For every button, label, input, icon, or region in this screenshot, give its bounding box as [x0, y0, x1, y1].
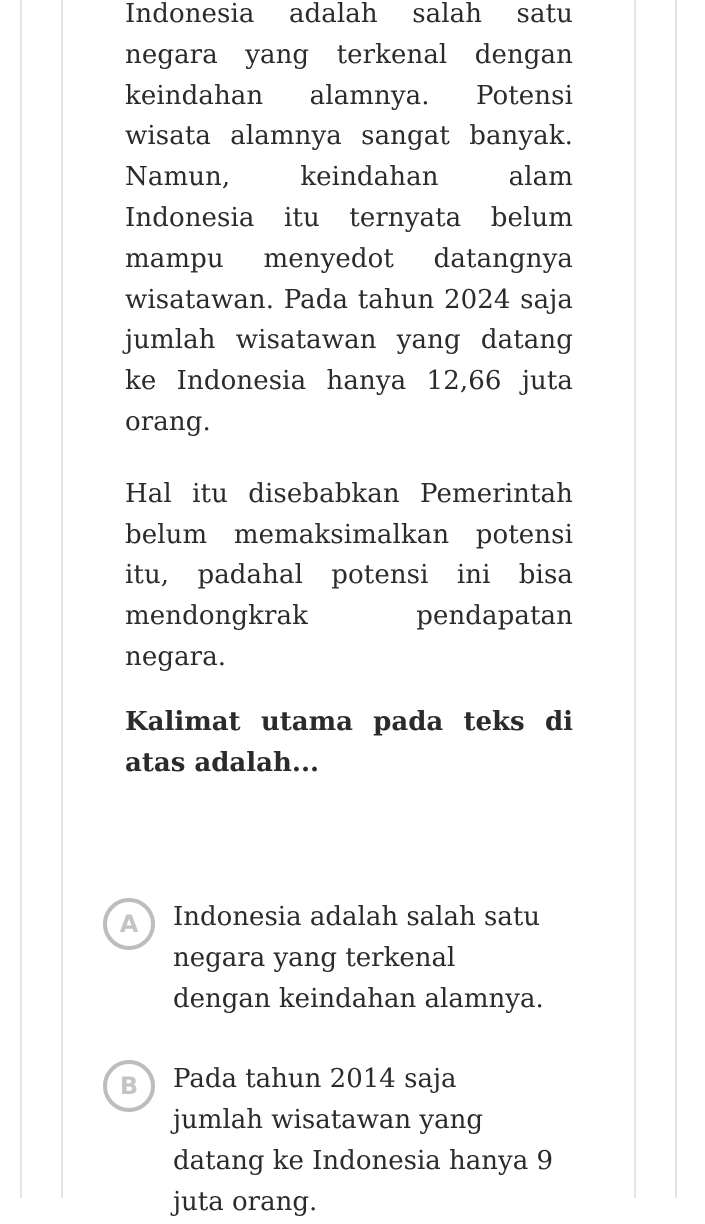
passage-paragraph-2: Hal itu disebabkan Pemerintah belum memaksimalkan potensi itu, padahal potensi ini bisa mendongkrak pendapatan negara. [125, 478, 573, 672]
option-letter-badge-b[interactable]: B [103, 1060, 155, 1112]
option-text-b[interactable]: Pada tahun 2014 saja jumlah wisatawan yang datang ke Indonesia hanya 9 juta orang. [173, 1064, 554, 1217]
passage-paragraph-1: Indonesia adalah salah satu negara yang terkenal dengan keindahan alamnya. Potensi wisata alamnya sangat banyak. Namun, keindahan alam Indonesia itu ternyata belum mampu menyedot datangnya wisatawan. Pada tahun 2024 saja jumlah wisatawan yang datang ke Indonesia hanya 12,66 juta orang. [125, 0, 573, 437]
answer-option-a[interactable] [103, 898, 563, 1021]
answer-option-b[interactable] [103, 1060, 563, 1224]
question-prompt: Kalimat utama pada teks di atas adalah... [125, 707, 573, 778]
option-text-a[interactable]: Indonesia adalah salah satu negara yang terkenal dengan keindahan alamnya. [173, 902, 544, 1014]
reading-passage [125, 0, 573, 678]
option-letter-badge-a[interactable]: A [103, 898, 155, 950]
